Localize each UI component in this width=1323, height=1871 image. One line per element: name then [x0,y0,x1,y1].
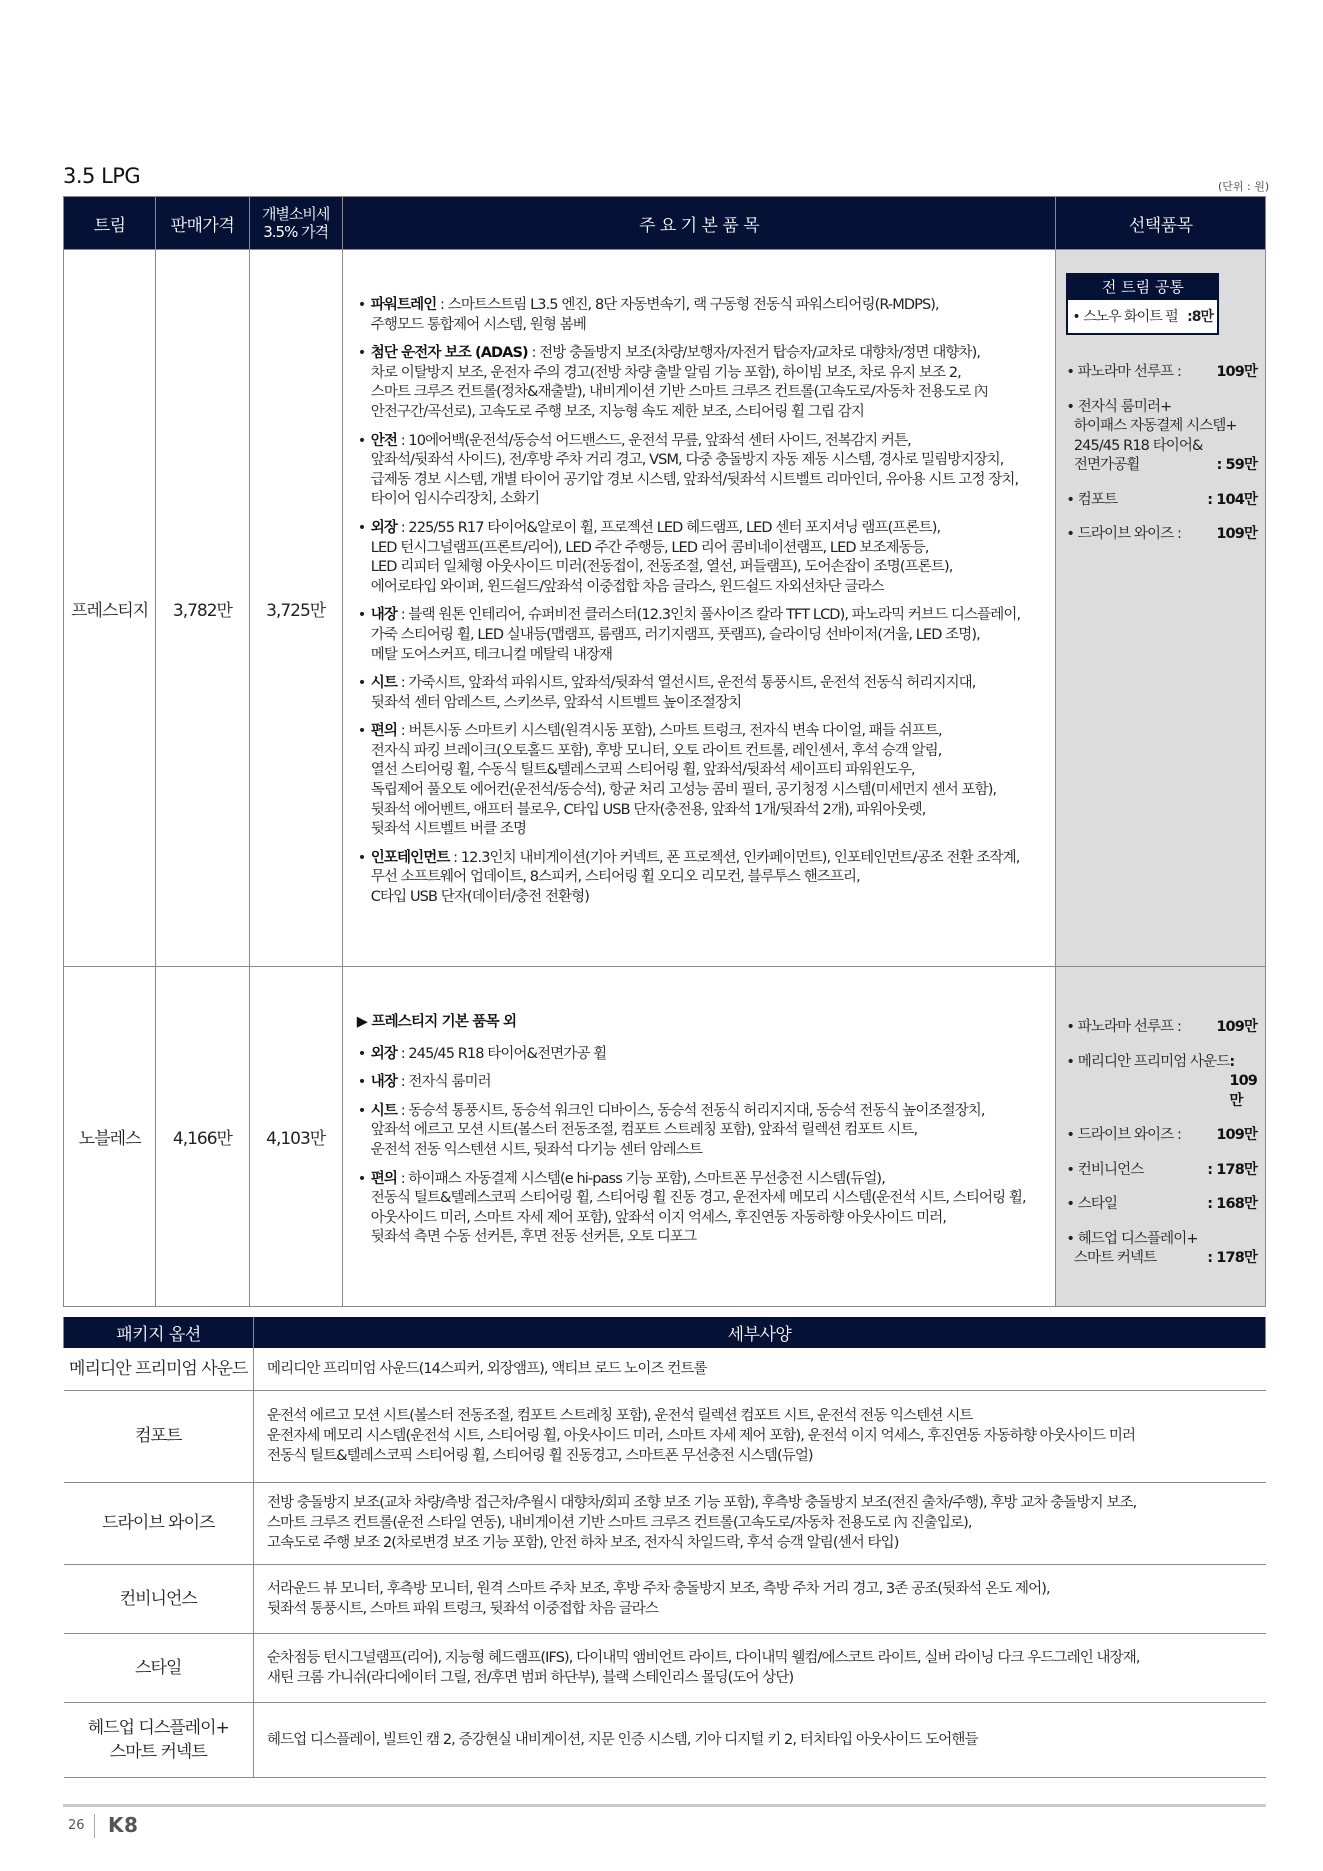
unit-label: (단위 : 원) [1218,180,1270,193]
option-line [1066,1126,1265,1146]
option-line [1066,456,1265,476]
feature-item [357,519,1048,597]
option-label: • 파노라마 선루프 : [1066,364,1185,380]
header-package-desc: 세부사양 [254,1317,1266,1348]
feature-text: C타입 USB 단자(데이터/충전 전환형) [370,889,589,906]
feature-line [371,364,1048,384]
trim-tax-price: 4,103만 [249,967,342,1307]
feature-item [357,722,1048,840]
feature-text: : 스마트스트림 L3.5 엔진, 8단 자동변속기, 랙 구동형 전동식 파워스티어링(R-MDPS), [436,297,939,313]
package-desc [254,1702,1266,1777]
option-label: 245/45 R18 타이어& [1066,437,1203,454]
feature-label: 외장 [370,519,398,536]
feature-text: 무선 소프트웨어 업데이트, 8스피커, 스티어링 휠 오디오 리모컨, 블루투스 핸즈프리, [370,869,860,886]
feature-text: : 10에어백(운전석/동승석 어드밴스드, 운전석 무릎, 앞좌석 센터 사이드, 전복감지 커튼, [397,432,911,449]
option-line [1066,1195,1265,1215]
feature-text: 안전구간/곡선로), 고속도로 주행 보조, 지능형 속도 제한 보조, 스티어링 휠 그립 감지 [370,403,864,420]
feature-text: 뒷좌석 시트벨트 버클 조명 [370,821,527,838]
feature-label: 내장 [370,1074,398,1091]
option-item [1066,1126,1265,1146]
package-name-line: 헤드업 디스플레이+ [87,1717,229,1738]
option-price: 109만 [1216,364,1257,380]
option-list [1056,967,1266,1307]
bullet: • [357,432,366,449]
package-name-line: 스마트 커넥트 [109,1741,207,1762]
package-desc [254,1390,1266,1482]
option-label: 스마트 커넥트 [1066,1250,1157,1266]
feature-label: 안전 [370,432,398,449]
feature-item [357,1170,1048,1248]
option-line [1066,398,1265,418]
header-trim: 트림 [64,197,156,250]
option-line [1066,437,1265,457]
feature-item [357,1073,1048,1093]
package-name [64,1702,254,1777]
feature-text: 앞좌석/뒷좌석 사이드), 전/후방 주차 거리 경고, VSM, 다중 충돌방지 자동 제동 시스템, 경사로 밀림방지장치, [370,452,1004,469]
package-table [63,1317,1266,1778]
option-line [1066,1018,1265,1038]
feature-head: ▶ 프레스티지 기본 품목 외 [356,1014,517,1030]
feature-list [342,967,1056,1307]
option-price: : 178만 [1207,1250,1257,1266]
package-desc-line: 운전자세 메모리 시스템(운전석 시트, 스티어링 휠, 아웃사이드 미러, 스마트 자세 제어 포함), 운전석 이지 억세스, 후진연동 자동하향 아웃사이드 미러 [267,1428,1136,1444]
option-line [1066,417,1265,437]
option-label: • 드라이브 와이즈 : [1066,1127,1185,1143]
feature-line [371,1045,1048,1065]
package-desc-line: 새틴 크롬 가니쉬(라디에이터 그릴, 전/후면 범퍼 하단부), 블랙 스테인리스 몰딩(도어 상단) [267,1669,794,1686]
feature-line [371,490,1048,510]
table-row [64,1348,1266,1390]
option-list [1056,250,1266,967]
option-price: : 104만 [1207,491,1257,508]
feature-text: 운전석 전동 익스텐션 시트, 뒷좌석 다기능 센터 암레스트 [370,1141,702,1158]
option-label: • 헤드업 디스플레이+ [1066,1230,1198,1247]
feature-line [371,432,1048,452]
package-table-header [64,1317,1266,1348]
feature-text: : 전자식 룸미러 [397,1074,491,1091]
option-item [1066,1230,1265,1269]
option-label: 전면가공휠 [1066,457,1140,473]
feature-text: 전동식 틸트&텔레스코픽 스티어링 휠, 스티어링 휠 진동 경고, 운전자세 메모리 시스템(운전석 시트, 스티어링 휠, [370,1190,1026,1207]
table-row-prestige [64,250,1266,967]
option-item [1066,1018,1265,1038]
feature-item [357,344,1048,422]
header-tax-price [249,197,342,250]
option-price: 109만 [1216,1127,1257,1143]
feature-text: : 전방 충돌방지 보조(차량/보행자/자전거 탑승자/교차로 대향차/정면 대향차), [527,345,981,362]
package-desc-line: 뒷좌석 통풍시트, 스마트 파워 트렁크, 뒷좌석 이중접합 차음 글라스 [267,1600,658,1617]
bullet: • [357,675,366,692]
table-row [64,1482,1266,1564]
feature-label: 인포테인먼트 [370,849,450,866]
option-price: 109만 [1216,1019,1257,1035]
feature-text: 가죽 스티어링 휠, LED 실내등(맵램프, 룸램프, 러기지램프, 풋램프), 슬라이딩 선바이저(거울, LED 조명), [370,626,980,643]
feature-line [371,1073,1048,1093]
feature-text: LED 턴시그널램프(프론트/리어), LED 주간 주행등, LED 리어 콤비네이션램프, LED 보조제동등, [370,539,929,556]
feature-line [371,1189,1048,1209]
feature-text: 차로 이탈방지 보조, 운전자 주의 경고(전방 차량 출발 알림 기능 포함), 하이빔 보조, 차로 유지 보조 2, [370,364,961,381]
feature-text: 전자식 파킹 브레이크(오토홀드 포함), 후방 모니터, 오토 라이트 컨트롤, 레인센서, 후석 승객 알림, [370,742,942,759]
option-price: : 109만 [1229,1053,1257,1109]
feature-line [371,742,1048,762]
feature-line [371,606,1048,626]
bullet: • [357,519,366,536]
header-tax-line1: 개별소비세 [261,205,330,223]
feature-line [371,849,1048,869]
option-item [1066,1161,1265,1181]
option-label: • 드라이브 와이즈 : [1066,526,1185,542]
feature-line [371,888,1048,908]
header-package-name: 패키지 옵션 [64,1317,254,1348]
noblesse-feature-items [357,1045,1048,1248]
package-name [64,1633,254,1702]
feature-text: 급제동 경보 시스템, 개별 타이어 공기압 경보 시스템, 앞좌석/뒷좌석 시트벨트 리마인더, 유아용 시트 고정 장치, [370,471,1019,488]
feature-label: 내장 [370,607,398,624]
feature-text: 열선 스티어링 휠, 수동식 틸트&텔레스코픽 스티어링 휠, 앞좌석/뒷좌석 세이프티 파워윈도우, [370,762,915,779]
trim-name: 노블레스 [64,967,156,1307]
bullet: • [357,345,366,362]
bullet: • [357,1045,366,1062]
page-number: 26 [68,1818,85,1833]
bullet: • [357,1102,366,1119]
feature-line [371,820,1048,840]
package-desc-line: 메리디안 프리미엄 사운드(14스피커, 외장앰프), 액티브 로드 노이즈 컨트롤 [267,1360,707,1377]
feature-text: 타이어 임시수리장치, 소화기 [370,491,540,508]
feature-line [371,1102,1048,1122]
feature-line [371,451,1048,471]
feature-line [371,801,1048,821]
feature-line [371,316,1048,336]
option-item [1066,363,1265,383]
feature-label: 파워트레인 [370,297,437,313]
feature-line [371,722,1048,742]
package-desc-line: 헤드업 디스플레이, 빌트인 캠 2, 증강현실 내비게이션, 지문 인증 시스템, 기아 디지털 키 2, 터치타입 아웃사이드 도어핸들 [267,1731,978,1748]
feature-text: : 동승석 통풍시트, 동승석 워크인 디바이스, 동승석 전동식 허리지지대, 동승석 전동식 높이조절장치, [397,1102,985,1119]
feature-text: : 245/45 R18 타이어&전면가공 휠 [397,1045,607,1062]
feature-text: 뒷좌석 측면 수동 선커튼, 후면 전동 선커튼, 오토 디포그 [370,1229,697,1246]
table-row [64,1564,1266,1633]
brand-name: K8 [108,1813,139,1837]
feature-text: : 가죽시트, 앞좌석 파워시트, 앞좌석/뒷좌석 열선시트, 운전석 통풍시트, 운전석 전동식 허리지지대, [397,675,976,692]
header-tax-line2: 3.5% 가격 [263,223,329,241]
header-price: 판매가격 [156,197,249,250]
feature-item [357,674,1048,713]
feature-line [371,1121,1048,1141]
package-name-line: 컴포트 [135,1426,182,1446]
package-name [64,1482,254,1564]
feature-text: : 블랙 원톤 인테리어, 슈퍼비전 클러스터(12.3인치 풀사이즈 칼라 TFT LCD), 파노라믹 커브드 디스플레이, [397,607,1021,624]
feature-text: : 12.3인치 내비게이션(기아 커넥트, 폰 프로젝션, 인카페이먼트), 인포테인먼트/공조 전환 조작계, [449,849,1020,866]
common-option-item [1068,300,1217,333]
table-row-noblesse [64,967,1266,1307]
bullet: • [357,297,366,313]
package-desc [254,1633,1266,1702]
trim-tax-price: 3,725만 [249,250,342,967]
trim-price: 3,782만 [156,250,249,967]
table-row [64,1633,1266,1702]
feature-text: : 버튼시동 스마트키 시스템(원격시동 포함), 스마트 트렁크, 전자식 변속 다이얼, 패들 쉬프트, [397,723,942,740]
feature-line [371,1209,1048,1229]
option-item [1066,1195,1265,1215]
package-desc-line: 고속도로 주행 보조 2(차로변경 보조 기능 포함), 안전 하차 보조, 전자식 차일드락, 후석 승객 알림(센서 타입) [267,1535,899,1551]
feature-text: 앞좌석 에르고 모션 시트(볼스터 전동조절, 컴포트 스트레칭 포함), 앞좌석 릴렉션 컴포트 시트, [370,1122,918,1139]
feature-text: 스마트 크루즈 컨트롤(정차&재출발), 내비게이션 기반 스마트 크루즈 컨트롤(고속도로/자동차 전용도로 內 [370,384,988,401]
option-label: 하이패스 자동결제 시스템+ [1066,418,1237,434]
feature-item [357,432,1048,510]
feature-line [371,761,1048,781]
feature-item [357,1045,1048,1065]
option-line [1066,1230,1265,1250]
package-name [64,1390,254,1482]
trim-table [63,196,1266,1307]
feature-list [342,250,1056,967]
feature-line [371,519,1048,539]
feature-label: 외장 [370,1045,398,1062]
option-line [1066,1161,1265,1181]
feature-line [371,1170,1048,1190]
feature-line [371,403,1048,423]
feature-text: 아웃사이드 미러, 스마트 자세 제어 포함), 앞좌석 이지 억세스, 후진연동 자동하향 아웃사이드 미러, [370,1209,947,1226]
feature-line [371,1141,1048,1161]
feature-label: 시트 [370,1102,398,1119]
footer-divider [63,1804,1266,1807]
table-row [64,1702,1266,1777]
feature-line [371,558,1048,578]
package-desc-line: 스마트 크루즈 컨트롤(운전 스타일 연동), 내비게이션 기반 스마트 크루즈 컨트롤(고속도로/자동차 전용도로 內 진출입로), [267,1515,972,1531]
bullet: • [357,1170,366,1187]
trim-price: 4,166만 [156,967,249,1307]
option-line [1066,1249,1265,1269]
package-name [64,1348,254,1390]
package-name-line: 스타일 [135,1657,182,1678]
package-name-line: 드라이브 와이즈 [102,1513,215,1533]
package-desc-line: 운전석 에르고 모션 시트(볼스터 전동조절, 컴포트 스트레칭 포함), 운전석 릴렉션 컴포트 시트, 운전석 전동 익스텐션 시트 [267,1408,973,1424]
feature-line [371,1228,1048,1248]
option-item [1066,398,1265,476]
option-label: • 메리디안 프리미엄 사운드 [1066,1053,1230,1070]
option-line [1066,1053,1265,1112]
feature-line [371,674,1048,694]
header-options: 선택품목 [1056,197,1266,250]
option-label: • 파노라마 선루프 : [1066,1019,1185,1035]
feature-text: 뒷좌석 센터 암레스트, 스키쓰루, 앞좌석 시트벨트 높이조절장치 [370,694,742,711]
feature-line [371,296,1048,316]
option-item [1066,525,1265,545]
feature-label: 첨단 운전자 보조 (ADAS) [370,345,528,362]
option-price: : 178만 [1207,1161,1257,1178]
package-name-line: 컨비니언스 [119,1588,197,1609]
feature-text: 독립제어 풀오토 에어컨(운전석/동승석), 항균 처리 고성능 콤비 필터, 공기청정 시스템(미세먼지 센서 포함), [370,782,997,799]
feature-text: 에어로타입 와이퍼, 윈드쉴드/앞좌석 이중접합 차음 글라스, 윈드쉴드 자외선차단 글라스 [370,578,884,595]
feature-line [371,471,1048,491]
section-title: 3.5 LPG [63,164,141,188]
table-row [64,1390,1266,1482]
option-label: • 스타일 [1066,1196,1118,1212]
option-price: : 59만 [1216,457,1257,473]
common-option-header: 전 트림 공통 [1068,275,1217,300]
package-desc [254,1348,1266,1390]
feature-label: 편의 [370,723,398,740]
feature-line [371,383,1048,403]
package-desc-line: 전방 충돌방지 보조(교차 차량/측방 접근차/추월시 대향차/회피 조향 보조 기능 포함), 후측방 충돌방지 보조(전진 출차/주행), 후방 교차 충돌방지 보조, [267,1495,1137,1511]
option-label: • 컨비니언스 [1066,1161,1144,1178]
option-label: • 전자식 룸미러+ [1066,398,1172,415]
feature-item [357,1102,1048,1161]
option-price: : 168만 [1207,1196,1257,1212]
bullet: • [357,723,366,740]
package-desc [254,1482,1266,1564]
feature-line [371,626,1048,646]
feature-item [357,849,1048,908]
package-name-line: 메리디안 프리미엄 사운드 [69,1358,248,1379]
feature-text: 주행모드 통합제어 시스템, 원형 봄베 [370,316,586,333]
package-desc [254,1564,1266,1633]
feature-line [371,344,1048,364]
bullet: • [357,1074,366,1091]
common-option-box [1066,273,1219,335]
feature-label: 편의 [370,1170,398,1187]
feature-label: 시트 [370,675,398,692]
bullet: • [357,607,366,624]
feature-text: LED 리피터 일체형 아웃사이드 미러(전동접이, 전동조절, 열선, 퍼들램프), 도어손잡이 조명(프론트), [370,559,953,576]
feature-item [357,296,1048,335]
footer-separator [94,1814,95,1838]
option-item [1066,1053,1265,1112]
common-option-label: • 스노우 화이트 펄 [1072,309,1178,325]
package-desc-line: 순차점등 턴시그널램프(리어), 지능형 헤드램프(IFS), 다이내믹 앰비언트 라이트, 다이내믹 웰컴/에스코트 라이트, 실버 라이닝 다크 우드그레인 내장재, [267,1649,1140,1666]
feature-line [371,646,1048,666]
package-name [64,1564,254,1633]
option-line [1066,491,1265,511]
feature-text: 메탈 도어스커프, 테크니컬 메탈릭 내장재 [370,646,613,663]
feature-line [371,539,1048,559]
feature-line [371,868,1048,888]
option-price: 109만 [1216,526,1257,542]
prestige-option-items [1066,353,1265,545]
feature-line [371,694,1048,714]
package-desc-line: 전동식 틸트&텔레스코픽 스티어링 휠, 스티어링 휠 진동경고, 스마트폰 무선충전 시스템(듀얼) [267,1448,813,1464]
trim-table-header [64,197,1266,250]
feature-item [357,606,1048,665]
feature-text: 뒷좌석 에어벤트, 애프터 블로우, C타입 USB 단자(충전용, 앞좌석 1개/뒷좌석 2개), 파워아웃렛, [370,801,926,818]
feature-text: : 하이패스 자동결제 시스템(e hi-pass 기능 포함), 스마트폰 무선충전 시스템(듀얼), [397,1170,885,1187]
noblesse-option-items [1066,967,1265,1269]
package-desc-line: 서라운드 뷰 모니터, 후측방 모니터, 원격 스마트 주차 보조, 후방 주차 충돌방지 보조, 측방 주차 거리 경고, 3존 공조(뒷좌석 온도 제어), [267,1580,1050,1597]
common-option-price: :8만 [1187,309,1214,325]
bullet: • [357,849,366,866]
feature-line [371,578,1048,598]
option-line [1066,525,1265,545]
option-line [1066,363,1265,383]
header-features: 주 요 기 본 품 목 [342,197,1056,250]
feature-line [371,781,1048,801]
trim-name: 프레스티지 [64,250,156,967]
feature-text: : 225/55 R17 타이어&알로이 휠, 프로젝션 LED 헤드램프, LED 센터 포지셔닝 램프(프론트), [397,519,941,536]
option-label: • 컴포트 [1066,491,1118,508]
option-item [1066,491,1265,511]
